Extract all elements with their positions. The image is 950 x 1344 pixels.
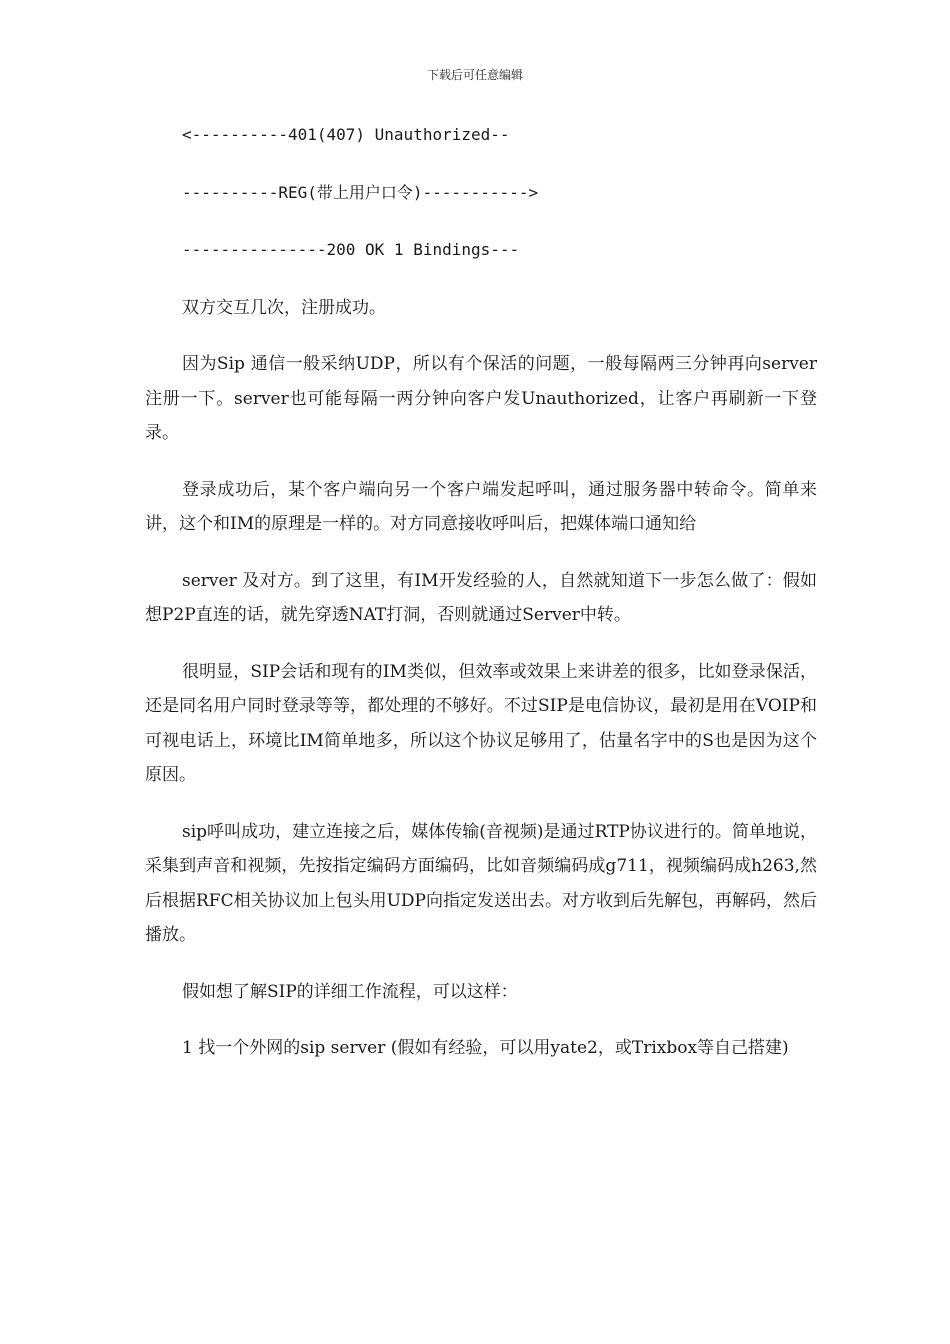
paragraph-call-setup: 登录成功后，某个客户端向另一个客户端发起呼叫，通过服务器中转命令。简单来讲，这个和IM的原理是一样的。对方同意接收呼叫后，把媒体端口通知给 <box>145 479 817 534</box>
sequence-line-200: ---------------200 OK 1 Bindings--- <box>182 240 520 259</box>
sequence-line-reg: ----------REG(带上用户口令)-----------> <box>182 182 539 202</box>
paragraph-workflow-intro: 假如想了解SIP的详细工作流程，可以这样： <box>182 981 518 1002</box>
paragraph-register-success: 双方交互几次，注册成功。 <box>182 297 386 318</box>
paragraph-nat-traversal: server 及对方。到了这里，有IM开发经验的人，自然就知道下一步怎么做了：假如想P2P直连的话，就先穿透NAT打洞，否则就通过Server中转。 <box>145 570 817 625</box>
sequence-line-401: <----------401(407) Unauthorized-- <box>182 125 510 144</box>
paragraph-keepalive: 因为Sip 通信一般采纳UDP，所以有个保活的问题，一般每隔两三分钟再向server注册一下。server也可能每隔一两分钟向客户发Unauthorized，让客户再刷新一下登录。 <box>145 354 817 443</box>
paragraph-step-1: 1 找一个外网的sip server (假如有经验，可以用yate2，或Trixbox等自己搭建) <box>182 1038 789 1058</box>
paragraph-sip-comparison: 很明显，SIP会话和现有的IM类似，但效率或效果上来讲差的很多，比如登录保活， 还是同名用户同时登录等等，都处理的不够好。不过SIP是电信协议，最初是用在VOIP和可视电话上，环境比IM简单地多，所以这个协议足够用了，估量名字中的S也是因为这个原因。 <box>145 661 817 785</box>
paragraph-rtp-media: sip呼叫成功，建立连接之后，媒体传输(音视频)是通过RTP协议进行的。简单地说，采集到声音和视频，先按指定编码方面编码，比如音频编码成g711，视频编码成h263,然后根据RFC相关协议加上包头用UDP向指定发送出去。对方收到后先解包，再解码，然后播放。 <box>145 821 817 945</box>
document-body <box>145 118 817 1088</box>
page-header: 下载后可任意编辑 <box>426 68 523 82</box>
